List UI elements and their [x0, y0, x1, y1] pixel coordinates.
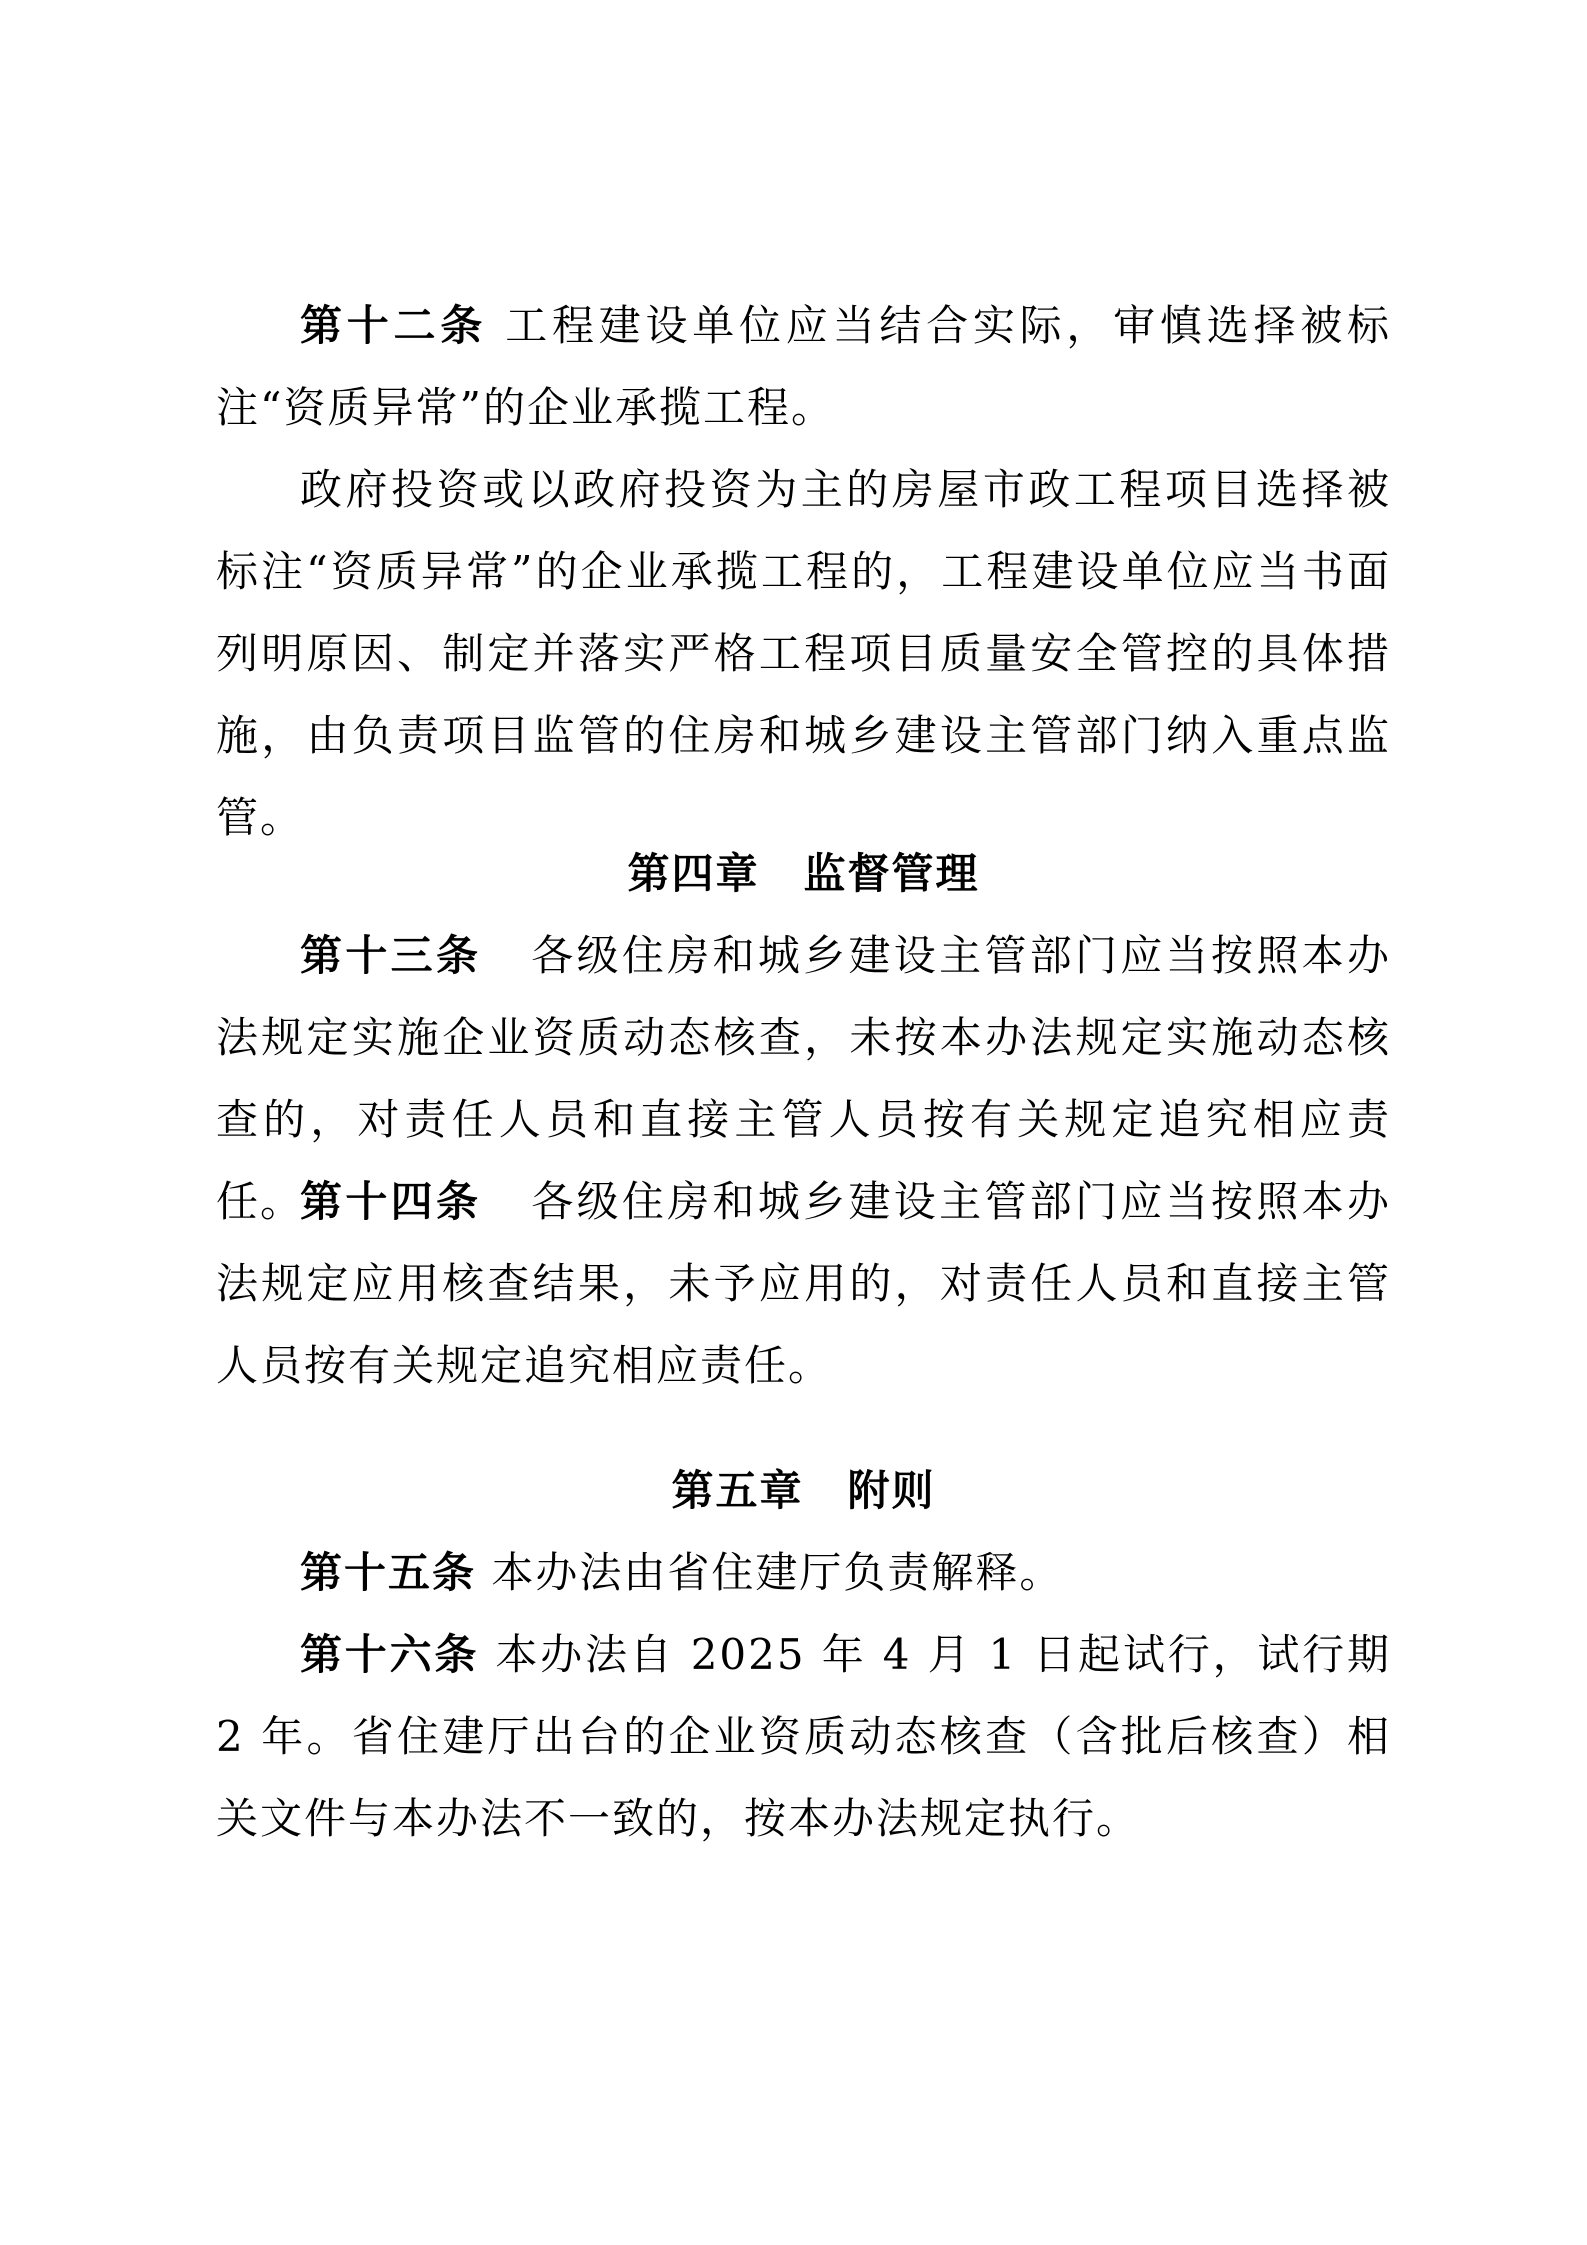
article-14-lead: 第十四条 [300, 1177, 482, 1226]
article-16-text: 本办法自 2025 年 4 月 1 日起试行，试行期 2 年。省住建厅出台的企业资质动态核查（含批后核查）相关文件与本办法不一致的，按本办法规定执行。 [216, 1630, 1391, 1843]
chapter-4-heading [216, 833, 1391, 915]
chapter-4-title: 监督管理 [803, 849, 980, 898]
article-16-lead: 第十六条 [300, 1630, 480, 1679]
article-15-lead: 第十五条 [300, 1548, 477, 1597]
chapter-5-title: 附则 [847, 1466, 936, 1515]
article-16-paragraph [216, 1614, 1391, 1860]
article-13-lead: 第十三条 [300, 931, 482, 980]
chapter-5-number: 第五章 [671, 1466, 804, 1515]
article-14-text: 各级住房和城乡建设主管部门应当按照本办法规定应用核查结果，未予应用的，对责任人员和直接主管人员按有关规定追究相应责任。 [216, 1177, 1391, 1390]
article-12-lead: 第十二条 [300, 301, 488, 350]
article-12-paragraph-1 [216, 285, 1391, 449]
article-15-paragraph [216, 1532, 1391, 1614]
article-12-paragraph-2: 政府投资或以政府投资为主的房屋市政工程项目选择被标注“资质异常”的企业承揽工程的，工程建设单位应当书面列明原因、制定并落实严格工程项目质量安全管控的具体措施，由负责项目监管的住房和城乡建设主管部门纳入重点监管。 [216, 465, 1391, 842]
chapter-5-heading [216, 1450, 1391, 1532]
article-12-text-1: 工程建设单位应当结合实际，审慎选择被标注“资质异常”的企业承揽工程。 [216, 301, 1391, 432]
chapter-4-number: 第四章 [627, 849, 760, 898]
article-15-text: 本办法由省住建厅负责解释。 [491, 1548, 1064, 1597]
article-13-text: 各级住房和城乡建设主管部门应当按照本办法规定实施企业资质动态核查，未按本办法规定实施动态核查的，对责任人员和直接主管人员按有关规定追究相应责任。 [216, 931, 1391, 1226]
article-14-paragraph [216, 1161, 1391, 1407]
